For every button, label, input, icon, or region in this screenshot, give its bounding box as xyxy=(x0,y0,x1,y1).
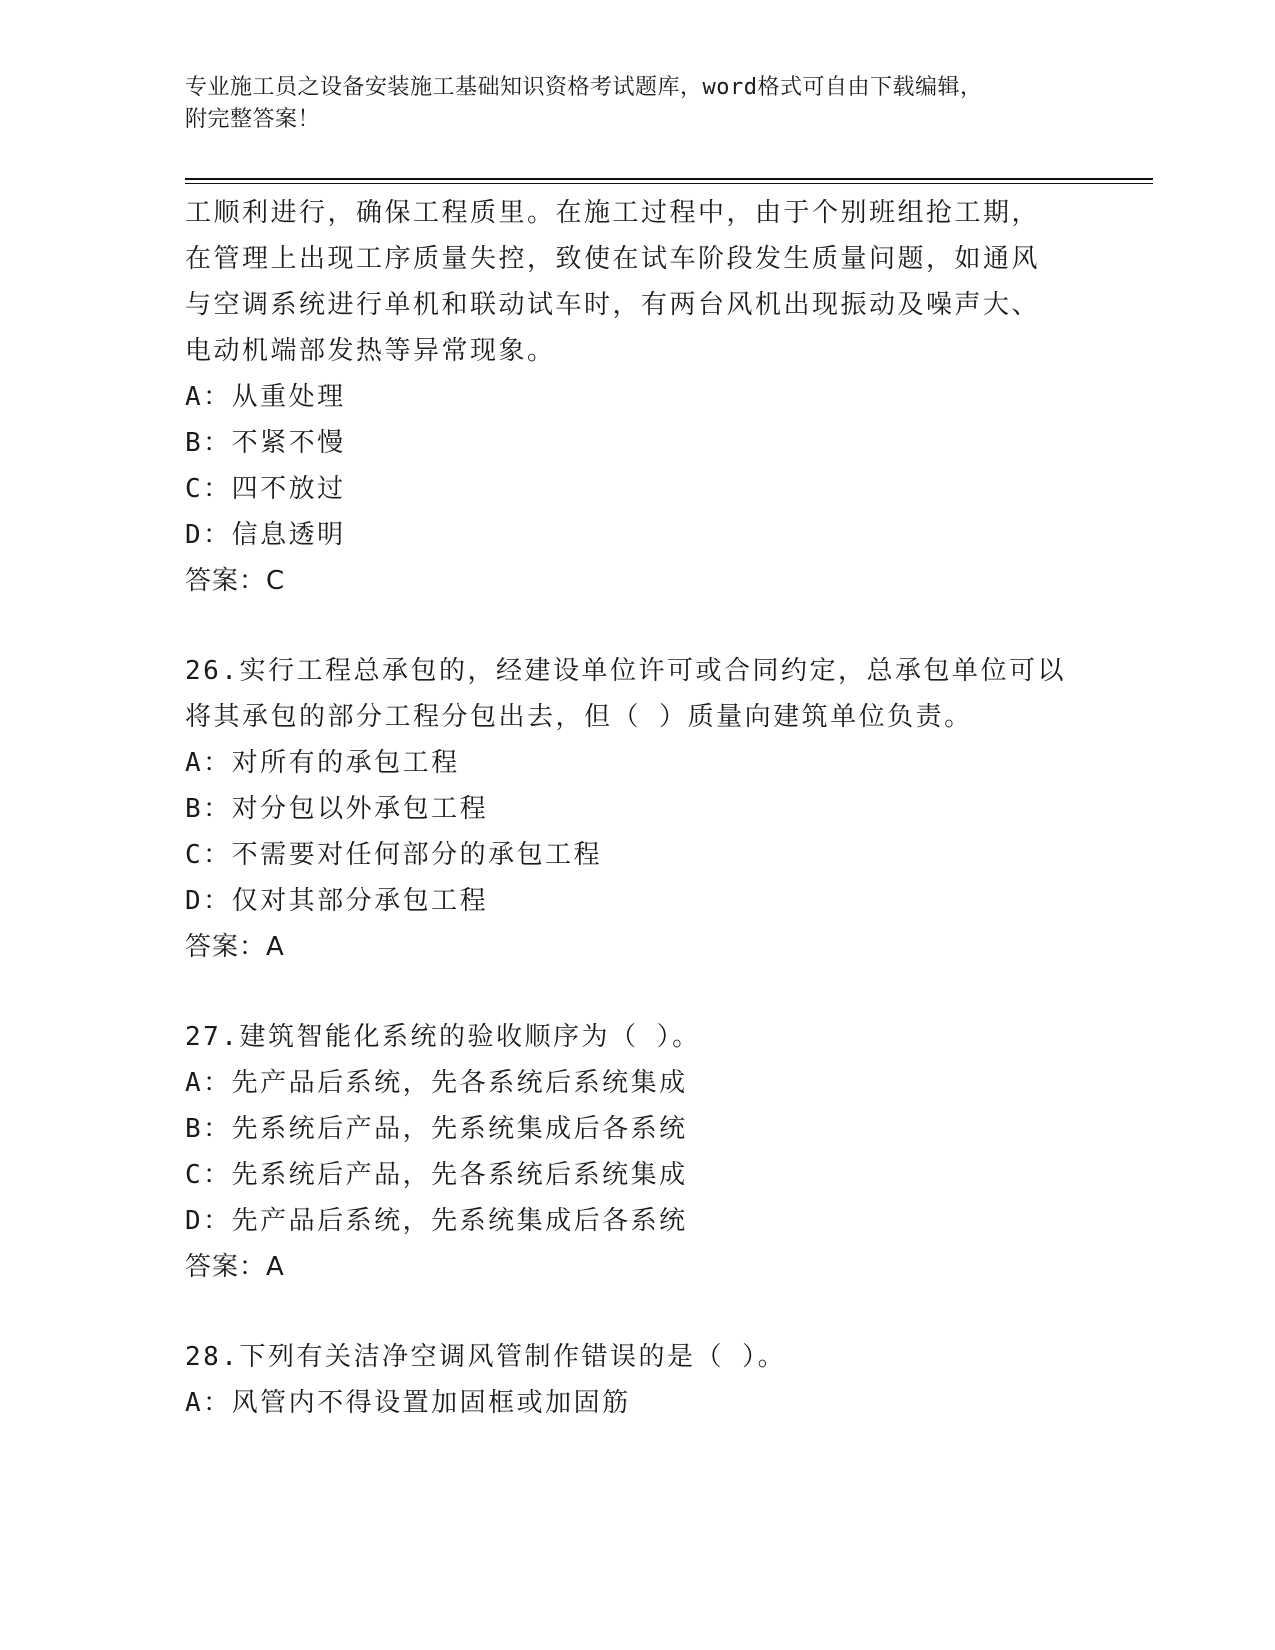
question-27 xyxy=(185,1014,1085,1290)
option-b: B：对分包以外承包工程 xyxy=(185,794,489,824)
question-25 xyxy=(185,190,1085,604)
option-b: B：先系统后产品，先系统集成后各系统 xyxy=(185,1114,688,1144)
option-a: A：从重处理 xyxy=(185,382,346,412)
question-stem-line: 电动机端部发热等异常现象。 xyxy=(185,336,556,366)
answer-line: 答案：A xyxy=(185,932,285,962)
header-line-1: 专业施工员之设备安装施工基础知识资格考试题库，word格式可自由下载编辑， xyxy=(185,75,983,100)
question-28 xyxy=(185,1334,1085,1426)
question-stem-line: 工顺利进行，确保工程质里。在施工过程中，由于个别班组抢工期， xyxy=(185,198,1041,228)
question-stem-line: 27.建筑智能化系统的验收顺序为（ ）。 xyxy=(185,1022,701,1052)
option-a: A：先产品后系统，先各系统后系统集成 xyxy=(185,1068,688,1098)
answer-line: 答案：C xyxy=(185,566,286,596)
question-stem-line: 在管理上出现工序质量失控，致使在试车阶段发生质量问题，如通风 xyxy=(185,244,1041,274)
question-stem-line: 将其承包的部分工程分包出去，但（ ）质量向建筑单位负责。 xyxy=(185,702,973,732)
question-stem-line: 26.实行工程总承包的，经建设单位许可或合同约定，总承包单位可以 xyxy=(185,656,1066,686)
question-26 xyxy=(185,648,1085,970)
question-stem-line: 28.下列有关洁净空调风管制作错误的是（ ）。 xyxy=(185,1342,787,1372)
option-c: C：先系统后产品，先各系统后系统集成 xyxy=(185,1160,688,1190)
option-b: B：不紧不慢 xyxy=(185,428,346,458)
option-d: D：先产品后系统，先系统集成后各系统 xyxy=(185,1206,688,1236)
option-c: C：不需要对任何部分的承包工程 xyxy=(185,840,603,870)
answer-line: 答案：A xyxy=(185,1252,285,1282)
document-header xyxy=(185,72,1155,136)
option-a: A：对所有的承包工程 xyxy=(185,748,460,778)
header-divider xyxy=(185,178,1153,180)
question-list xyxy=(185,190,1085,1426)
option-a: A：风管内不得设置加固框或加固筋 xyxy=(185,1388,631,1418)
option-d: D：仅对其部分承包工程 xyxy=(185,886,489,916)
question-stem-line: 与空调系统进行单机和联动试车时，有两台风机出现振动及噪声大、 xyxy=(185,290,1041,320)
option-d: D：信息透明 xyxy=(185,520,346,550)
header-line-2: 附完整答案！ xyxy=(185,107,321,132)
header-divider-thin xyxy=(185,183,1153,184)
option-c: C：四不放过 xyxy=(185,474,346,504)
